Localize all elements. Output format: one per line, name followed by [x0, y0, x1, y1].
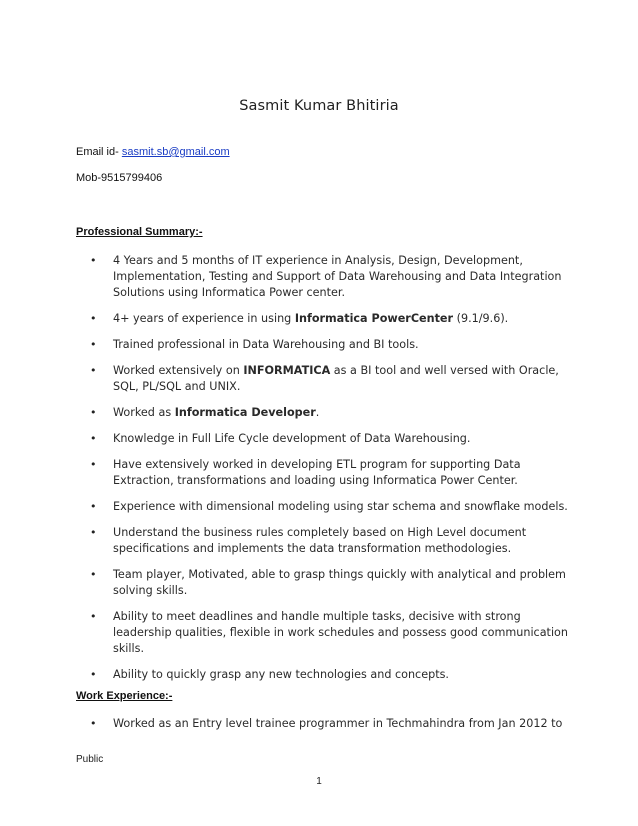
- summary-text: as a BI tool and well versed with Oracle, SQL, PL/SQL and UNIX.: [113, 364, 559, 393]
- bullet-icon: •: [90, 312, 97, 325]
- bullet-icon: •: [90, 338, 97, 351]
- summary-text-bold: INFORMATICA: [243, 364, 331, 377]
- work-experience-heading: Work Experience:-: [76, 690, 173, 702]
- summary-text-bold: Informatica PowerCenter: [294, 312, 454, 325]
- list-item: [90, 567, 570, 599]
- email-line: [76, 146, 230, 158]
- list-item: [90, 716, 570, 732]
- bullet-icon: •: [90, 364, 97, 377]
- professional-summary-list: [90, 253, 570, 683]
- summary-text: (9.1/9.6).: [453, 312, 509, 325]
- list-item: [90, 363, 570, 395]
- list-item: [90, 499, 570, 515]
- list-item: [90, 609, 570, 657]
- list-item: [90, 667, 570, 683]
- summary-text: Have extensively worked in developing ETL program for supporting Data Extraction, transformations and loading using Informatica Power Center.: [113, 458, 521, 487]
- bullet-icon: •: [90, 668, 97, 681]
- bullet-icon: •: [90, 526, 97, 539]
- mobile-number: Mob-9515799406: [76, 172, 163, 184]
- summary-text: Knowledge in Full Life Cycle development of Data Warehousing.: [113, 432, 471, 445]
- bullet-icon: •: [90, 458, 97, 471]
- bullet-icon: •: [90, 432, 97, 445]
- summary-text: 4+ years of experience in using: [113, 312, 295, 325]
- summary-text-bold: Informatica Developer: [174, 406, 316, 419]
- page-number: 1: [316, 776, 322, 787]
- summary-text: Worked as: [113, 406, 175, 419]
- work-text: Worked as an Entry level trainee programmer in Techmahindra from Jan 2012 to: [113, 717, 563, 730]
- summary-text: .: [315, 406, 320, 419]
- list-item: [90, 337, 570, 353]
- summary-text: Understand the business rules completely based on High Level document specifications and implements the data transformation methodologies.: [113, 526, 527, 555]
- list-item: [90, 525, 570, 557]
- bullet-icon: •: [90, 406, 97, 419]
- summary-text: Trained professional in Data Warehousing and BI tools.: [113, 338, 419, 351]
- summary-text: 4 Years and 5 months of IT experience in Analysis, Design, Development, Implementation, Testing and Support of Data Warehousing and Data Integration Solutions using Informatica Power center.: [113, 254, 562, 299]
- candidate-name: Sasmit Kumar Bhitiria: [239, 98, 399, 114]
- classification-label: Public: [76, 754, 104, 765]
- work-experience-list: [90, 716, 570, 732]
- list-item: [90, 431, 570, 447]
- summary-text: Worked extensively on: [113, 364, 244, 377]
- list-item: [90, 405, 570, 421]
- bullet-icon: •: [90, 568, 97, 581]
- professional-summary-heading: Professional Summary:-: [76, 226, 203, 238]
- summary-text: Experience with dimensional modeling using star schema and snowflake models.: [113, 500, 568, 513]
- email-link[interactable]: sasmit.sb@gmail.com: [121, 146, 230, 158]
- summary-text: Ability to quickly grasp any new technologies and concepts.: [113, 668, 449, 681]
- summary-text: Ability to meet deadlines and handle multiple tasks, decisive with strong leadership qualities, flexible in work schedules and possess good communication skills.: [113, 610, 568, 655]
- summary-text: Team player, Motivated, able to grasp things quickly with analytical and problem solving skills.: [113, 568, 566, 597]
- email-label: Email id-: [76, 146, 119, 158]
- list-item: [90, 457, 570, 489]
- list-item: [90, 311, 570, 327]
- bullet-icon: •: [90, 717, 97, 730]
- bullet-icon: •: [90, 610, 97, 623]
- bullet-icon: •: [90, 500, 97, 513]
- list-item: [90, 253, 570, 301]
- bullet-icon: •: [90, 254, 97, 267]
